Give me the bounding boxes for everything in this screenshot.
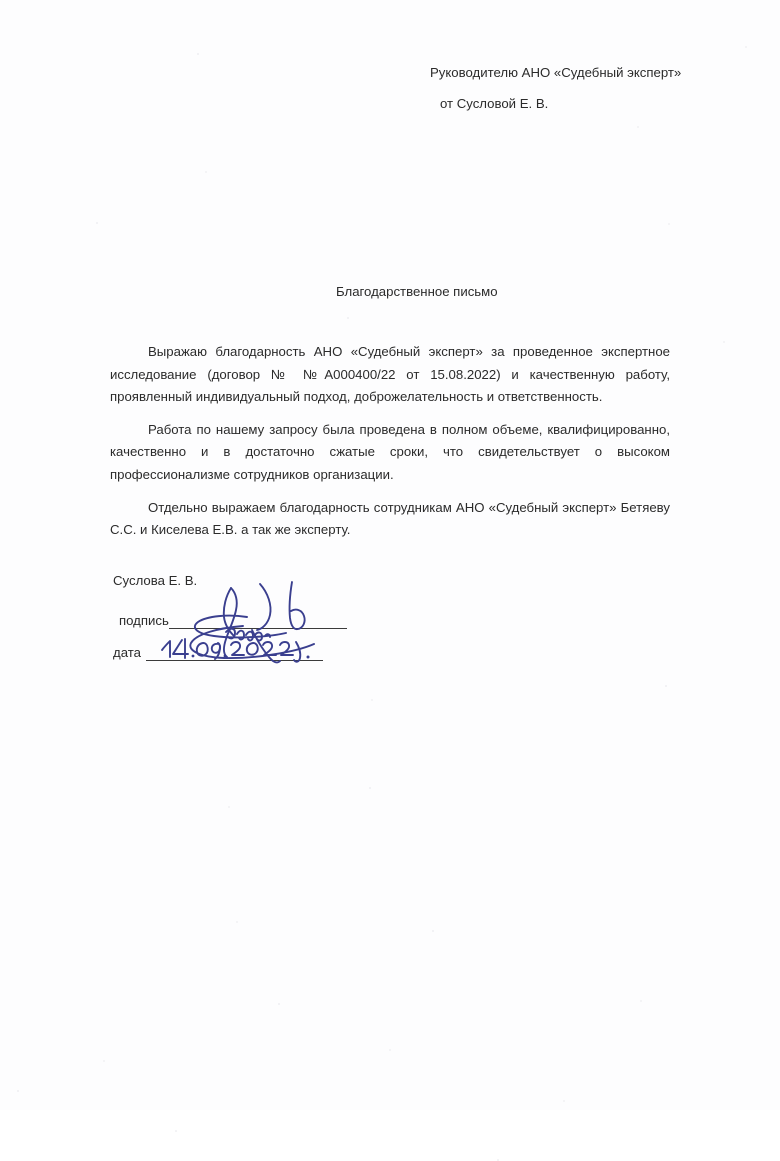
date-rule	[146, 660, 323, 661]
addressee-header	[430, 64, 750, 113]
date-label: дата	[113, 645, 141, 660]
signer-name: Суслова Е. В.	[113, 573, 198, 588]
addressee-sender: от Сусловой Е. В.	[440, 96, 549, 111]
body-paragraph: Отдельно выражаем благодарность сотрудникам АНО «Судебный эксперт» Бетяеву С.С. и Киселева Е.В. а так же эксперту.	[110, 499, 670, 538]
signature-rule	[169, 628, 347, 629]
signature-label: подпись	[119, 613, 169, 628]
document-title: Благодарственное письмо	[336, 284, 498, 299]
document-body	[110, 341, 670, 542]
body-paragraph: Выражаю благодарность АНО «Судебный эксперт» за проведенное экспертное исследование (договор № №А000400/22 от 15.08.2022) и качественную работу, проявленный индивидуальный подход, доброжелательность и ответственность.	[110, 344, 670, 405]
addressee-organization: Руководителю АНО «Судебный эксперт»	[430, 65, 682, 80]
body-paragraph: Работа по нашему запросу была проведена в полном объеме, квалифицированно, качественно и в достаточно сжатые сроки, что свидетельствует о высоком профессионализме сотрудников организации.	[110, 421, 670, 482]
signature-block	[113, 572, 413, 682]
